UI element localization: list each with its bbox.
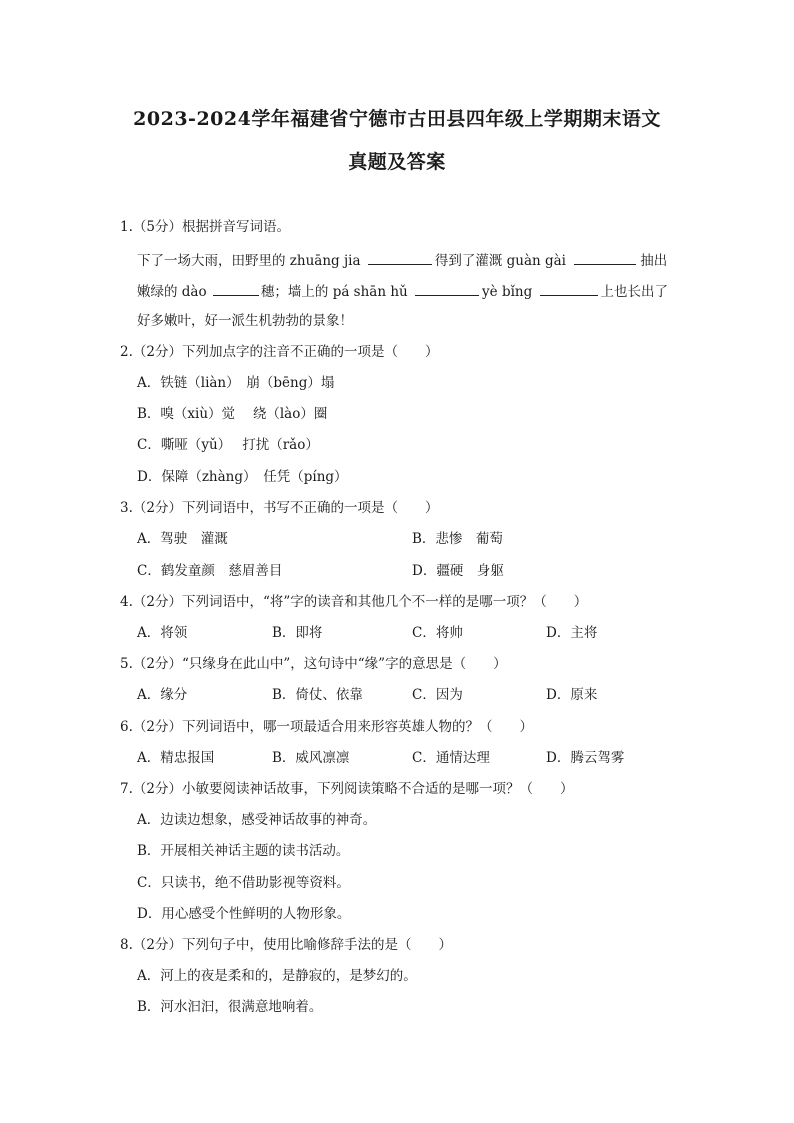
doc-title-line2: 真题及答案: [348, 151, 446, 173]
q6-stem: 6.（2分）下列词语中，哪一项最适合用来形容英雄人物的？（ ）: [120, 719, 533, 735]
q2-option-c[interactable]: C．嘶哑（yǔ） 打扰（rǎo）: [137, 437, 319, 453]
q2-stem: 2.（2分）下列加点字的注音不正确的一项是（ ）: [120, 344, 439, 360]
answer-blank[interactable]: [540, 281, 598, 296]
answer-blank[interactable]: [574, 250, 636, 265]
q7-option-b[interactable]: B．开展相关神话主题的读书活动。: [137, 843, 350, 859]
answer-blank[interactable]: [368, 250, 432, 265]
q8-stem: 8.（2分）下列句子中，使用比喻修辞手法的是（ ）: [120, 937, 452, 953]
q4-option-a[interactable]: A．将领: [137, 625, 188, 641]
q5-option-d[interactable]: D．原来: [546, 687, 598, 703]
q8-option-b[interactable]: B．河水汩汩，很满意地响着。: [137, 999, 323, 1015]
q7-stem: 7.（2分）小敏要阅读神话故事，下列阅读策略不合适的是哪一项？（ ）: [120, 781, 574, 797]
q1-text-a: 下了一场大雨，田野里的 zhuāng jia: [137, 253, 361, 269]
q4-option-c[interactable]: C．将帅: [412, 625, 463, 641]
q3-option-c[interactable]: C．鹤发童颜 慈眉善目: [137, 563, 283, 579]
answer-blank[interactable]: [415, 281, 479, 296]
q1-text-d: 嫩绿的 dào: [137, 284, 207, 300]
q2-option-d[interactable]: D．保障（zhàng） 任凭（píng）: [137, 469, 348, 485]
q5-option-b[interactable]: B．倚仗、依靠: [272, 687, 363, 703]
q1-text-b: 得到了灌溉 guàn gài: [434, 253, 566, 269]
answer-blank[interactable]: [213, 281, 259, 296]
q3-stem: 3.（2分）下列词语中，书写不正确的一项是（ ）: [120, 500, 439, 516]
q5-stem: 5.（2分）“只缘身在此山中”，这句诗中“缘”字的意思是（ ）: [120, 656, 507, 672]
q4-option-b[interactable]: B．即将: [272, 625, 323, 641]
q6-option-c[interactable]: C．通情达理: [412, 750, 490, 766]
q1-line1: [137, 250, 667, 270]
doc-title-line1: 2023-2024学年福建省宁德市古田县四年级上学期期末语文: [133, 108, 661, 130]
q1-text-f: yè bǐng: [482, 284, 533, 300]
q1-text-g: 上也长出了: [600, 284, 669, 300]
q1-text-e: 穗；墙上的 pá shān hǔ: [260, 284, 408, 300]
q5-option-a[interactable]: A．缘分: [137, 687, 188, 703]
q2-option-b[interactable]: B．嗅（xiù）觉 绕（lào）圈: [137, 406, 328, 422]
q6-option-a[interactable]: A．精忠报国: [137, 750, 215, 766]
q6-option-b[interactable]: B．威风凛凛: [272, 750, 350, 766]
q3-option-d[interactable]: D．疆硬 身躯: [412, 563, 504, 579]
q2-option-a[interactable]: A．铁链（liàn） 崩（bēng）塌: [137, 375, 335, 391]
q7-option-c[interactable]: C．只读书，绝不借助影视等资料。: [137, 875, 350, 891]
q1-stem: 1.（5分）根据拼音写词语。: [120, 219, 290, 235]
q3-option-b[interactable]: B．悲惨 葡萄: [412, 531, 503, 547]
q1-text-c: 抽出: [640, 253, 668, 269]
q7-option-d[interactable]: D．用心感受个性鲜明的人物形象。: [137, 906, 351, 922]
q4-stem: 4.（2分）下列词语中，“将”字的读音和其他几个不一样的是哪一项？（ ）: [120, 594, 588, 610]
q5-option-c[interactable]: C．因为: [412, 687, 463, 703]
q1-line2: [137, 281, 668, 301]
q8-option-a[interactable]: A．河上的夜是柔和的，是静寂的，是梦幻的。: [137, 968, 417, 984]
q1-line3: 好多嫩叶，好一派生机勃勃的景象！: [137, 313, 353, 329]
q3-option-a[interactable]: A．驾驶 灌溉: [137, 531, 228, 547]
q4-option-d[interactable]: D．主将: [546, 625, 598, 641]
q7-option-a[interactable]: A．边读边想象，感受神话故事的神奇。: [137, 812, 377, 828]
q6-option-d[interactable]: D．腾云驾雾: [546, 750, 625, 766]
